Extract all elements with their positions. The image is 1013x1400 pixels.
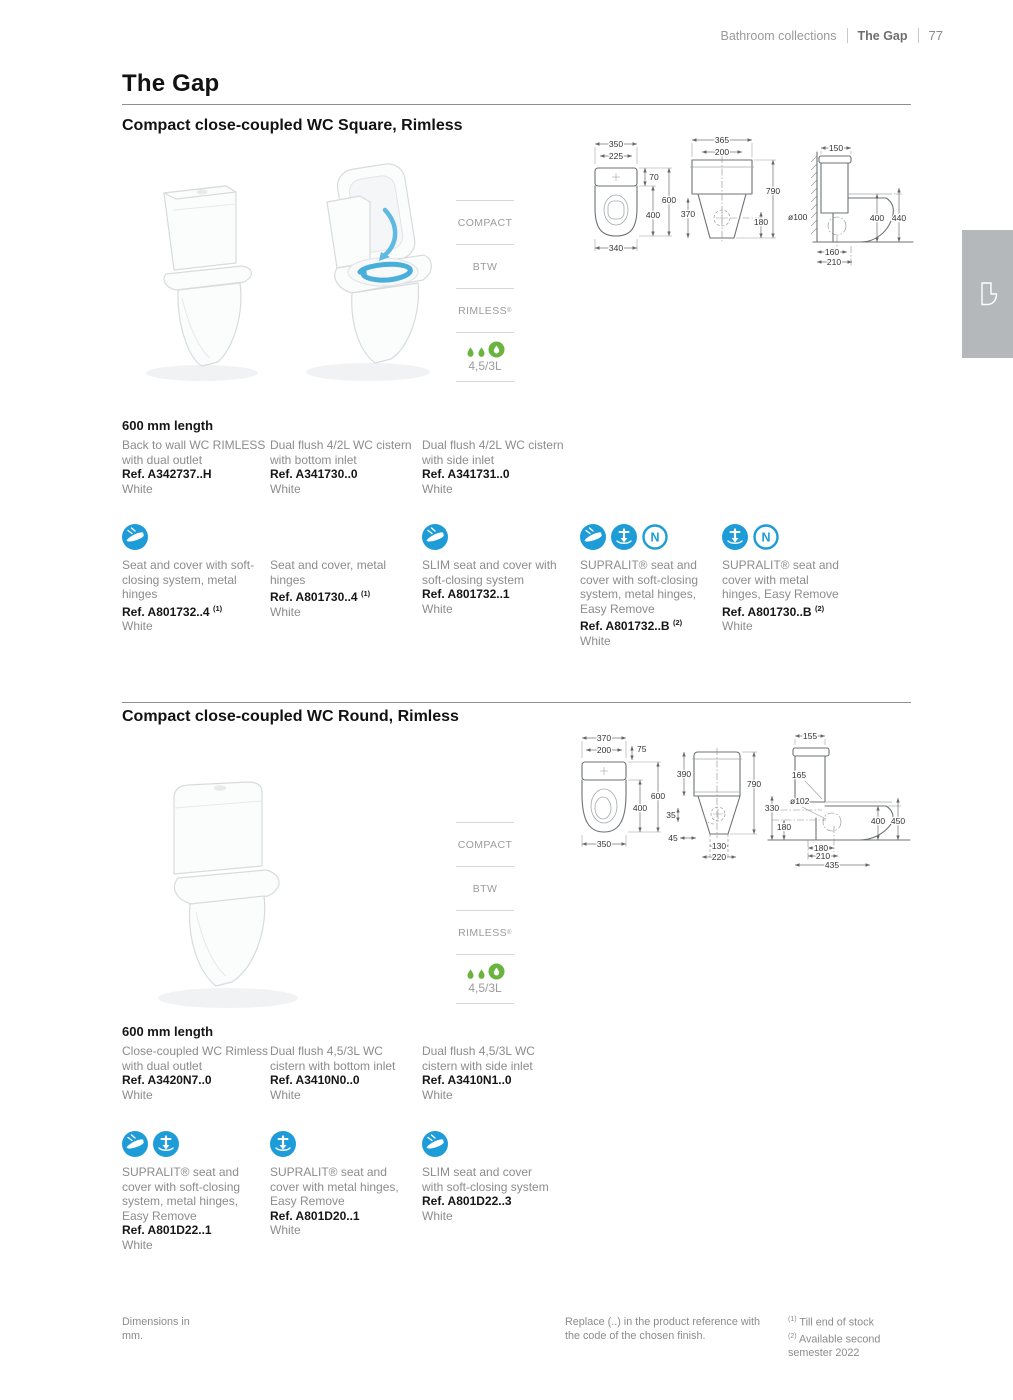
technical-drawing-square-wc: [575, 130, 915, 270]
seat-ref: Ref. A801D22..1: [122, 1223, 212, 1237]
drawing-front-view: [681, 135, 808, 242]
svg-text:35: 35: [666, 810, 676, 820]
product-finish: White: [270, 481, 301, 496]
svg-text:180: 180: [776, 822, 792, 832]
title-rule: [122, 104, 911, 105]
seat-desc: Seat and cover with soft-closing system, metal hinges: [122, 558, 255, 601]
header-divider: [918, 28, 919, 43]
product-card: [122, 1044, 270, 1102]
footer-note-1: $^{(1)}$ Till end of stock: [788, 1316, 874, 1329]
badge-flush-volume: [456, 333, 514, 381]
product-photo-round-wc-closed: [132, 762, 324, 1014]
svg-text:130: 130: [711, 841, 727, 851]
product-photo-square-wc-open-rimless-flush: [282, 160, 450, 388]
seat-finish: White: [270, 1223, 301, 1237]
drawing-side-view: [811, 143, 913, 267]
seat-card: [122, 1165, 252, 1252]
wc-category-icon: [975, 279, 1001, 309]
seat-ref: Ref. A801730..B $^{(2)}$: [722, 603, 825, 619]
seat-card: [580, 558, 706, 648]
seat-icons: [122, 1131, 179, 1157]
svg-text:N: N: [761, 530, 771, 545]
svg-text:600: 600: [650, 791, 666, 801]
svg-text:790: 790: [765, 186, 781, 196]
svg-text:350: 350: [608, 139, 624, 149]
badge-btw: BTW: [472, 882, 498, 895]
seat-ref: Ref. A801732..1: [422, 587, 510, 601]
svg-text:390: 390: [676, 769, 692, 779]
drawing-top-view: [595, 139, 676, 253]
svg-text:370: 370: [680, 209, 696, 219]
section-rule: [122, 702, 911, 703]
product-ref: Ref. A3410N0..0: [270, 1073, 360, 1087]
seat-icons: [722, 524, 779, 550]
footer-note-2: $^{(2)}$ Available second semester 2022: [788, 1333, 881, 1360]
badge-column-round: [456, 822, 514, 1004]
product-card: [422, 1044, 570, 1102]
svg-text:225: 225: [608, 151, 624, 161]
seat-finish: White: [580, 633, 611, 648]
product-desc: Dual flush 4/2L WC cistern with side inlet: [422, 438, 564, 467]
svg-text:370: 370: [596, 733, 612, 743]
product-desc: Close-coupled WC Rimless with dual outlet: [122, 1044, 269, 1073]
seat-ref: Ref. A801732..4 $^{(1)}$: [122, 603, 223, 619]
header-divider: [847, 28, 848, 43]
drawing-side-view: [765, 731, 910, 870]
svg-text:440: 440: [891, 213, 907, 223]
footer-stock-notes: [788, 1313, 886, 1361]
seat-finish: White: [270, 604, 301, 619]
badge-btw: BTW: [472, 260, 498, 273]
flush-volume-label: 4,5/3L: [468, 359, 502, 373]
product-finish: White: [122, 1087, 153, 1102]
seat-finish: White: [722, 619, 753, 633]
seat-card: [422, 1165, 552, 1223]
product-desc: Dual flush 4,5/3L WC cistern with side inlet: [422, 1044, 535, 1073]
product-photo-square-wc-closed: [130, 166, 272, 388]
product-card: [270, 1044, 418, 1102]
water-drop-icons: [466, 963, 505, 980]
svg-text:220: 220: [711, 852, 727, 862]
product-ref: Ref. A341731..0: [422, 467, 510, 481]
product-finish: White: [270, 1087, 301, 1102]
product-ref: Ref. A342737..H: [122, 467, 212, 481]
product-finish: White: [122, 481, 153, 496]
badge-compact: COMPACT: [457, 838, 513, 851]
svg-text:160: 160: [824, 247, 840, 257]
product-finish: White: [422, 1087, 453, 1102]
length-label-round: 600 mm length: [122, 1024, 214, 1039]
seat-desc: SUPRALIT® seat and cover with soft-closing system, metal hinges, Easy Remove: [122, 1165, 241, 1223]
easy-remove-icon: [722, 524, 748, 550]
product-finish: White: [422, 481, 453, 496]
product-ref: Ref. A3420N7..0: [122, 1073, 212, 1087]
soft-close-icon: [122, 524, 148, 550]
svg-text:210: 210: [815, 851, 831, 861]
seat-card: [722, 558, 848, 634]
seat-icons: [422, 524, 448, 550]
drawing-top-view: [582, 733, 665, 849]
footer-dimensions-note: Dimensions in mm.: [122, 1316, 190, 1342]
drawing-front-view: [666, 748, 761, 862]
seat-finish: White: [422, 601, 453, 616]
seat-card: [122, 558, 262, 634]
svg-text:400: 400: [869, 213, 885, 223]
water-drop-icons: [466, 341, 505, 358]
product-ref: Ref. A341730..0: [270, 467, 358, 481]
svg-text:200: 200: [596, 745, 612, 755]
easy-remove-icon: [611, 524, 637, 550]
product-card: [122, 438, 270, 496]
product-card: [270, 438, 418, 496]
product-desc: Dual flush 4/2L WC cistern with bottom inlet: [270, 438, 412, 467]
seat-card: [422, 558, 567, 616]
badge-flush-volume: [456, 955, 514, 1003]
header-current-section: The Gap: [857, 28, 908, 43]
seat-ref: Ref. A801D20..1: [270, 1208, 360, 1223]
seat-finish: White: [422, 1208, 453, 1223]
n-badge-icon: [753, 524, 779, 550]
svg-text:210: 210: [826, 257, 842, 267]
svg-text:365: 365: [714, 135, 730, 145]
badge-rimless: RIMLESS ®: [458, 926, 512, 939]
svg-text:ø100: ø100: [788, 212, 808, 222]
seat-finish: White: [122, 1237, 153, 1252]
svg-text:340: 340: [608, 243, 624, 253]
svg-text:350: 350: [596, 839, 612, 849]
soft-close-icon: [122, 1131, 148, 1157]
soft-close-icon: [422, 524, 448, 550]
badge-compact: COMPACT: [457, 216, 513, 229]
svg-text:N: N: [650, 530, 660, 545]
technical-drawing-round-wc: [572, 722, 917, 874]
seat-card: [270, 1165, 405, 1238]
badge-separator: [456, 1003, 514, 1004]
badge-column-square: [456, 200, 514, 382]
svg-text:330: 330: [764, 803, 780, 813]
svg-text:155: 155: [802, 731, 818, 741]
product-desc: Dual flush 4,5/3L WC cistern with bottom inlet: [270, 1044, 396, 1073]
product-desc: Back to wall WC RIMLESS with dual outlet: [122, 438, 266, 467]
page-header: [720, 28, 943, 43]
svg-text:400: 400: [870, 816, 886, 826]
page-edge-category-tab: [962, 230, 1013, 358]
seat-icons: [422, 1131, 448, 1157]
svg-text:600: 600: [661, 195, 677, 205]
seat-desc: SUPRALIT® seat and cover with soft-closing system, metal hinges, Easy Remove: [580, 558, 699, 616]
svg-text:400: 400: [645, 210, 661, 220]
section-heading-square: Compact close-coupled WC Square, Rimless: [122, 117, 463, 134]
seat-finish: White: [122, 619, 153, 633]
svg-text:180: 180: [753, 217, 769, 227]
seat-desc: SUPRALIT® seat and cover with metal hinges, Easy Remove: [722, 558, 839, 601]
breadcrumb: Bathroom collections: [720, 28, 837, 43]
svg-text:435: 435: [824, 860, 840, 870]
seat-desc: SLIM seat and cover with soft-closing system: [422, 558, 557, 587]
svg-text:790: 790: [746, 779, 762, 789]
page-title: The Gap: [122, 70, 220, 97]
seat-card: [270, 558, 410, 619]
svg-text:400: 400: [632, 803, 648, 813]
product-card: [422, 438, 570, 496]
svg-text:ø102: ø102: [790, 796, 810, 806]
easy-remove-icon: [153, 1131, 179, 1157]
svg-text:150: 150: [828, 143, 844, 153]
svg-text:450: 450: [890, 816, 906, 826]
svg-text:200: 200: [714, 147, 730, 157]
seat-icons: [580, 524, 668, 550]
footer-replace-note: Replace (..) in the product reference with the code of the chosen finish.: [565, 1316, 761, 1342]
svg-text:45: 45: [668, 833, 678, 843]
flush-volume-label: 4,5/3L: [468, 981, 502, 995]
seat-ref: Ref. A801732..B $^{(2)}$: [580, 618, 683, 633]
badge-separator: [456, 381, 514, 382]
seat-icons: [270, 1131, 296, 1157]
n-badge-icon: [642, 524, 668, 550]
seat-desc: Seat and cover, metal hinges: [270, 558, 387, 587]
seat-desc: SLIM seat and cover with soft-closing system: [422, 1165, 549, 1194]
svg-text:75: 75: [637, 744, 647, 754]
svg-text:70: 70: [649, 172, 659, 182]
soft-close-icon: [422, 1131, 448, 1157]
seat-ref: Ref. A801730..4 $^{(1)}$: [270, 589, 371, 604]
page-number: 77: [928, 28, 943, 43]
section-heading-round: Compact close-coupled WC Round, Rimless: [122, 708, 459, 725]
easy-remove-icon: [270, 1131, 296, 1157]
badge-rimless: RIMLESS ®: [458, 304, 512, 317]
soft-close-icon: [580, 524, 606, 550]
seat-desc: SUPRALIT® seat and cover with metal hinges, Easy Remove: [270, 1165, 399, 1208]
product-ref: Ref. A3410N1..0: [422, 1073, 512, 1087]
seat-ref: Ref. A801D22..3: [422, 1194, 512, 1208]
svg-text:165: 165: [791, 770, 807, 780]
length-label-square: 600 mm length: [122, 418, 214, 433]
seat-icons: [122, 524, 148, 550]
svg-text:180: 180: [813, 843, 829, 853]
